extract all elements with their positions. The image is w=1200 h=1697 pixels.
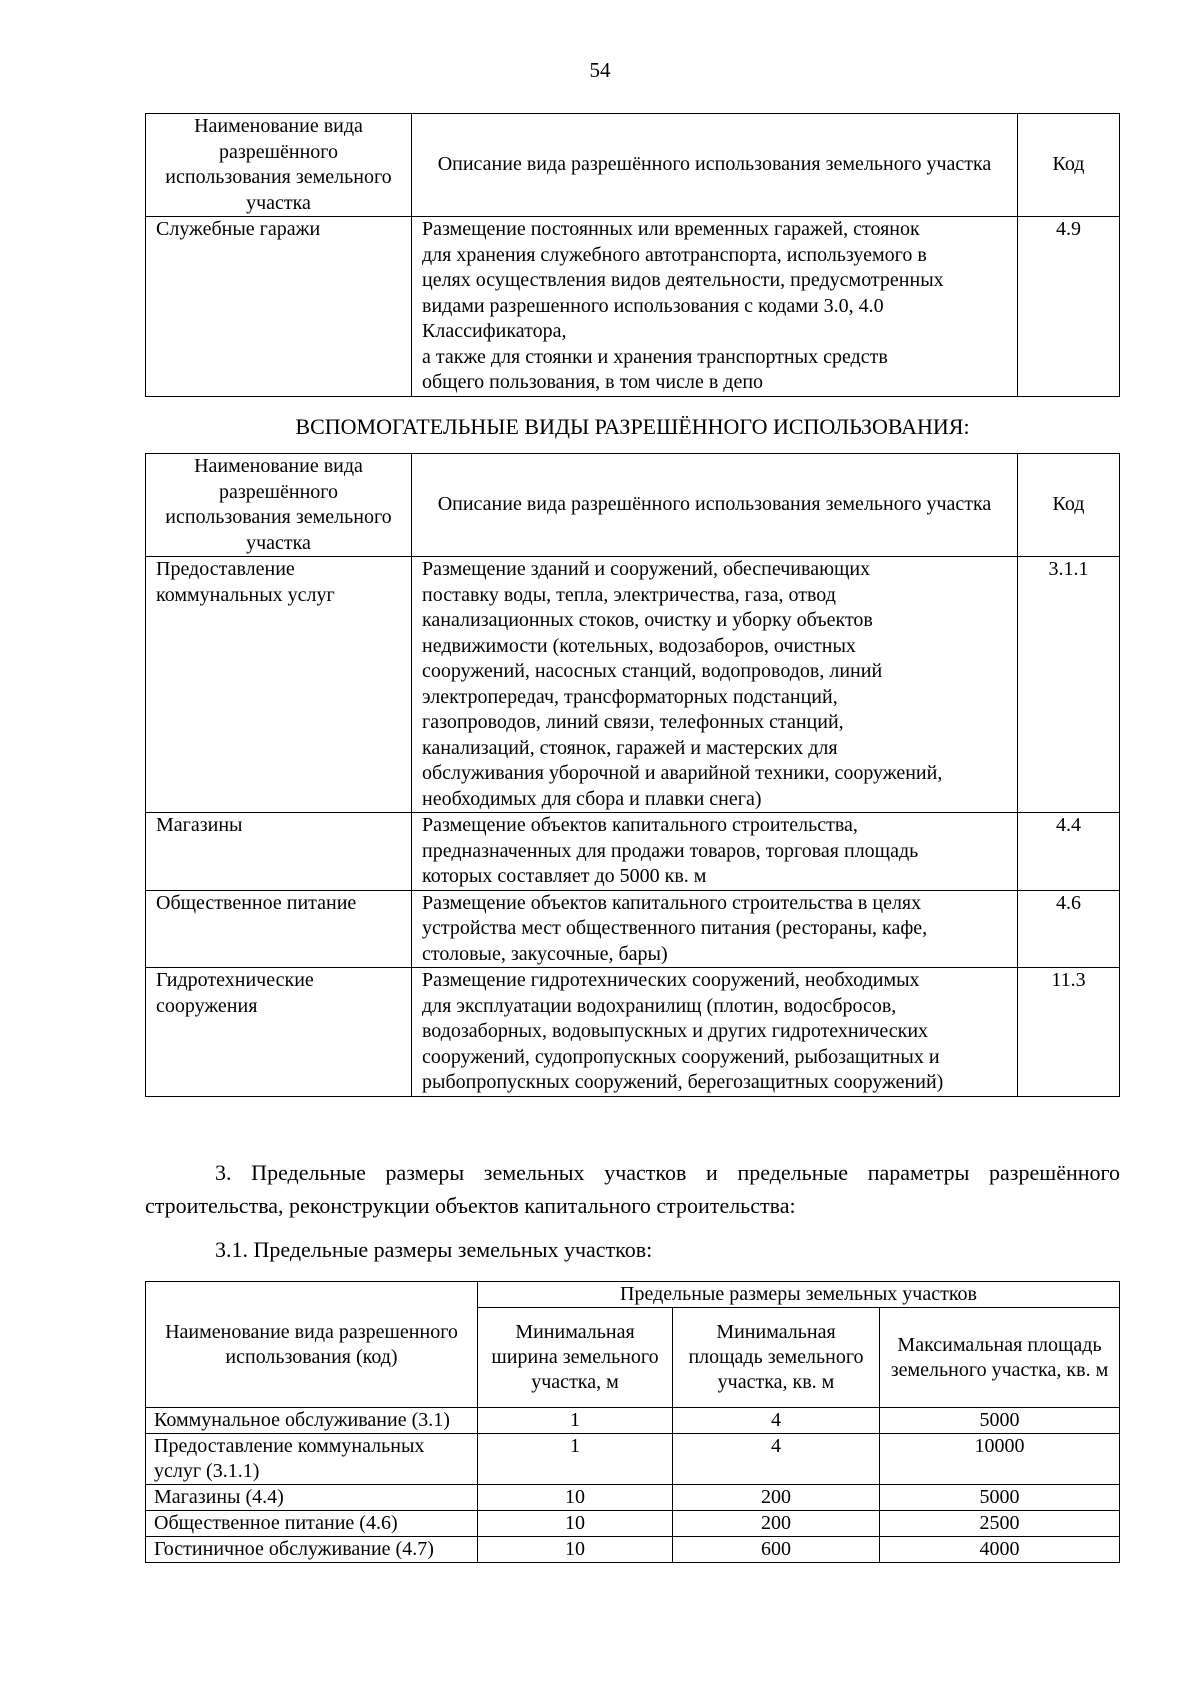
row-description <box>412 968 1018 1097</box>
line: Гидротехнические <box>156 969 314 991</box>
header-code: Код <box>1018 114 1120 217</box>
row-min-width: 10 <box>478 1511 673 1537</box>
row-min-width: 10 <box>478 1537 673 1563</box>
header-min-width: Минимальная ширина земельного участка, м <box>478 1308 673 1408</box>
line: устройства мест общественного питания (рестораны, кафе, <box>422 917 928 939</box>
row-name <box>146 557 412 813</box>
line: видами разрешенного использования с кодами 3.0, 4.0 <box>422 294 884 317</box>
row-name: Магазины (4.4) <box>146 1485 478 1511</box>
paragraph-3-1-text: 3.1. Предельные размеры земельных участков: <box>215 1237 653 1262</box>
line: канализаций, стоянок, гаражей и мастерских для <box>422 736 838 759</box>
table-header-row <box>146 114 1120 217</box>
row-name: Служебные гаражи <box>146 217 412 397</box>
line: коммунальных услуг <box>156 583 335 606</box>
row-min-area: 600 <box>673 1537 880 1563</box>
row-code: 11.3 <box>1018 968 1120 1097</box>
table-row <box>146 1485 1120 1511</box>
line: общего пользования, в том числе в депо <box>422 371 764 393</box>
row-name: Коммунальное обслуживание (3.1) <box>146 1408 478 1434</box>
line: Классификатора, <box>422 320 567 342</box>
row-code: 4.4 <box>1018 813 1120 891</box>
table-row <box>146 890 1120 968</box>
header-name: Наименование вида разрешённого использования земельного участка <box>146 454 412 557</box>
plot-size-table <box>145 1281 1120 1563</box>
row-description <box>412 813 1018 891</box>
header-description: Описание вида разрешённого использования земельного участка <box>412 114 1018 217</box>
line: Размещение постоянных или временных гаражей, стоянок <box>422 218 920 240</box>
line: Размещение гидротехнических сооружений, необходимых <box>422 969 920 991</box>
line: Предоставление <box>156 558 295 580</box>
line: предназначенных для продажи товаров, торговая площадь <box>422 839 919 862</box>
line: электропередач, трансформаторных подстанций, <box>422 685 838 708</box>
row-name <box>146 890 412 968</box>
header-description: Описание вида разрешённого использования земельного участка <box>412 454 1018 557</box>
table-row <box>146 1408 1120 1434</box>
row-name: Гостиничное обслуживание (4.7) <box>146 1537 478 1563</box>
table-header-row <box>146 1282 1120 1308</box>
row-max-area: 10000 <box>880 1434 1120 1485</box>
section-heading: ВСПОМОГАТЕЛЬНЫЕ ВИДЫ РАЗРЕШЁННОГО ИСПОЛЬЗОВАНИЯ: <box>295 414 970 439</box>
row-max-area: 2500 <box>880 1511 1120 1537</box>
row-min-area: 200 <box>673 1485 880 1511</box>
table-row <box>146 557 1120 813</box>
table-row <box>146 813 1120 891</box>
table-row <box>146 1511 1120 1537</box>
row-name <box>146 968 412 1097</box>
row-description <box>412 890 1018 968</box>
line: столовые, закусочные, бары) <box>422 942 668 965</box>
line: водозаборных, водовыпускных и других гидротехнических <box>422 1020 929 1042</box>
row-min-area: 4 <box>673 1408 880 1434</box>
table-row <box>146 217 1120 397</box>
row-code: 4.6 <box>1018 890 1120 968</box>
row-min-width: 1 <box>478 1408 673 1434</box>
row-code: 4.9 <box>1018 217 1120 397</box>
line: газопроводов, линий связи, телефонных станций, <box>422 711 844 733</box>
line: сооружений, судопропускных сооружений, рыбозащитных и <box>422 1045 940 1068</box>
table-row <box>146 1434 1120 1485</box>
line: канализационных стоков, очистку и уборку объектов <box>422 609 873 631</box>
line: поставку воды, тепла, электричества, газа, отвод <box>422 583 836 606</box>
row-max-area: 5000 <box>880 1408 1120 1434</box>
table-row <box>146 968 1120 1097</box>
row-min-area: 4 <box>673 1434 880 1485</box>
line: сооружения <box>156 994 258 1017</box>
row-name: Предоставление коммунальных услуг (3.1.1) <box>146 1434 478 1485</box>
row-code: 3.1.1 <box>1018 557 1120 813</box>
line: для эксплуатации водохранилищ (плотин, водосбросов, <box>422 994 897 1017</box>
header-name: Наименование вида разрешенного использования (код) <box>146 1282 478 1408</box>
paragraph-3-text: 3. Предельные размеры земельных участков и предельные параметры разрешённого строительства, реконструкции объектов капитального строительства: <box>145 1160 1120 1218</box>
row-name: Общественное питание (4.6) <box>146 1511 478 1537</box>
line: необходимых для сбора и плавки снега) <box>422 787 762 810</box>
table-row <box>146 1537 1120 1563</box>
row-min-width: 10 <box>478 1485 673 1511</box>
line: целях осуществления видов деятельности, предусмотренных <box>422 269 944 291</box>
line: Общественное питание <box>156 891 357 914</box>
header-name: Наименование вида разрешённого использования земельного участка <box>146 114 412 217</box>
page-number: 54 <box>589 58 611 82</box>
line: Магазины <box>156 814 243 836</box>
auxiliary-uses-table <box>145 453 1120 1097</box>
row-max-area: 4000 <box>880 1537 1120 1563</box>
line: Размещение зданий и сооружений, обеспечивающих <box>422 558 871 580</box>
line: недвижимости (котельных, водозаборов, очистных <box>422 634 856 657</box>
line: обслуживания уборочной и аварийной техники, сооружений, <box>422 762 943 784</box>
paragraph-3-1 <box>145 1233 1120 1266</box>
line: сооружений, насосных станций, водопроводов, линий <box>422 660 883 682</box>
header-group: Предельные размеры земельных участков <box>478 1282 1120 1308</box>
row-name <box>146 813 412 891</box>
row-max-area: 5000 <box>880 1485 1120 1511</box>
main-uses-table <box>145 113 1120 397</box>
line: рыбопропускных сооружений, берегозащитных сооружений) <box>422 1071 944 1093</box>
line: Размещение объектов капитального строительства в целях <box>422 891 922 914</box>
header-code: Код <box>1018 454 1120 557</box>
line: которых составляет до 5000 кв. м <box>422 865 707 887</box>
line: а также для стоянки и хранения транспортных средств <box>422 345 888 368</box>
row-min-area: 200 <box>673 1511 880 1537</box>
table-header-row <box>146 454 1120 557</box>
paragraph-3 <box>145 1156 1120 1222</box>
row-description <box>412 557 1018 813</box>
row-min-width: 1 <box>478 1434 673 1485</box>
line: Размещение объектов капитального строительства, <box>422 814 858 836</box>
header-max-area: Максимальная площадь земельного участка, кв. м <box>880 1308 1120 1408</box>
header-min-area: Минимальная площадь земельного участка, кв. м <box>673 1308 880 1408</box>
row-description <box>412 217 1018 397</box>
line: для хранения служебного автотранспорта, используемого в <box>422 243 927 266</box>
